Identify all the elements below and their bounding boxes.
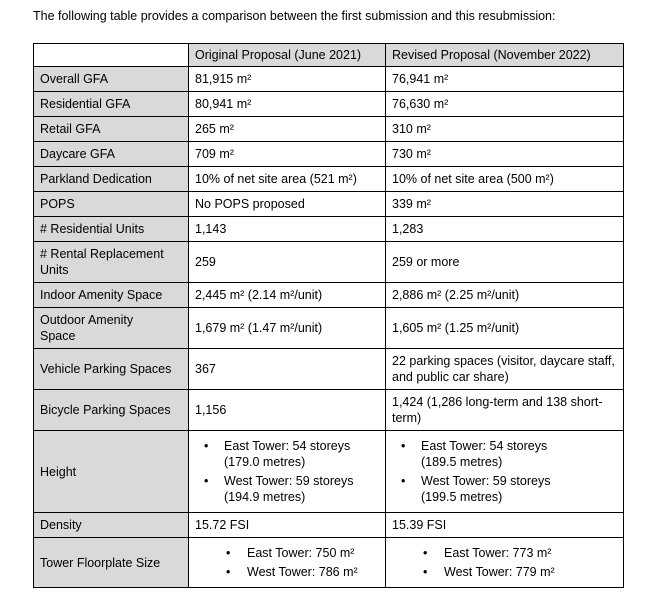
row-daycare-gfa bbox=[34, 142, 624, 167]
row-residential-units bbox=[34, 217, 624, 242]
row-density bbox=[34, 513, 624, 538]
original-value: 709 m² bbox=[189, 142, 386, 167]
row-label: Outdoor Amenity Space bbox=[34, 308, 189, 349]
row-height bbox=[34, 431, 624, 513]
revised-value: 1,605 m² (1.25 m²/unit) bbox=[386, 308, 624, 349]
row-label: # Residential Units bbox=[34, 217, 189, 242]
row-bicycle-parking-spaces bbox=[34, 390, 624, 431]
row-vehicle-parking-spaces bbox=[34, 349, 624, 390]
row-label: POPS bbox=[34, 192, 189, 217]
revised-value: 76,630 m² bbox=[386, 92, 624, 117]
revised-value: 15.39 FSI bbox=[386, 513, 624, 538]
original-value: 265 m² bbox=[189, 117, 386, 142]
original-value: 1,143 bbox=[189, 217, 386, 242]
floorplate-original-bullet-list bbox=[195, 545, 379, 580]
original-value bbox=[189, 431, 386, 513]
bullet-item: • East Tower: 773 m² bbox=[392, 545, 617, 561]
row-label: Parkland Dedication bbox=[34, 167, 189, 192]
revised-value: 310 m² bbox=[386, 117, 624, 142]
original-value: 80,941 m² bbox=[189, 92, 386, 117]
height-revised-bullet-list bbox=[392, 438, 617, 505]
comparison-table bbox=[33, 43, 624, 588]
intro-text: The following table provides a comparison between the first submission and this resubmission: bbox=[33, 9, 556, 23]
floorplate-revised-bullet-list bbox=[392, 545, 617, 580]
revised-value: 1,424 (1,286 long-term and 138 short-term) bbox=[386, 390, 624, 431]
row-rental-replacement-units bbox=[34, 242, 624, 283]
row-indoor-amenity-space bbox=[34, 283, 624, 308]
bullet-item: • East Tower: 750 m² bbox=[195, 545, 379, 561]
original-value: 10% of net site area (521 m²) bbox=[189, 167, 386, 192]
revised-value bbox=[386, 538, 624, 588]
original-value: 1,156 bbox=[189, 390, 386, 431]
row-label: Retail GFA bbox=[34, 117, 189, 142]
revised-value: 259 or more bbox=[386, 242, 624, 283]
revised-value: 2,886 m² (2.25 m²/unit) bbox=[386, 283, 624, 308]
row-label: Overall GFA bbox=[34, 67, 189, 92]
row-overall-gfa bbox=[34, 67, 624, 92]
header-original-proposal: Original Proposal (June 2021) bbox=[189, 44, 386, 67]
row-label: Height bbox=[34, 431, 189, 513]
row-label: Tower Floorplate Size bbox=[34, 538, 189, 588]
row-label: Density bbox=[34, 513, 189, 538]
bullet-item: • West Tower: 59 storeys (194.9 metres) bbox=[195, 473, 379, 505]
bullet-item: • West Tower: 779 m² bbox=[392, 564, 617, 580]
bullet-item: • West Tower: 59 storeys (199.5 metres) bbox=[392, 473, 578, 505]
row-pops bbox=[34, 192, 624, 217]
header-revised-proposal: Revised Proposal (November 2022) bbox=[386, 44, 624, 67]
header-blank-cell bbox=[34, 44, 189, 67]
height-original-bullet-list bbox=[195, 438, 379, 505]
header-row bbox=[34, 44, 624, 67]
bullet-item: • West Tower: 786 m² bbox=[195, 564, 379, 580]
original-value: 259 bbox=[189, 242, 386, 283]
original-value: 367 bbox=[189, 349, 386, 390]
revised-value: 339 m² bbox=[386, 192, 624, 217]
row-outdoor-amenity-space bbox=[34, 308, 624, 349]
bullet-item: • East Tower: 54 storeys (179.0 metres) bbox=[195, 438, 379, 470]
row-label: Bicycle Parking Spaces bbox=[34, 390, 189, 431]
revised-value: 76,941 m² bbox=[386, 67, 624, 92]
row-tower-floorplate-size bbox=[34, 538, 624, 588]
row-label: # Rental Replacement Units bbox=[34, 242, 189, 283]
row-label: Indoor Amenity Space bbox=[34, 283, 189, 308]
bullet-item: • East Tower: 54 storeys (189.5 metres) bbox=[392, 438, 578, 470]
revised-value: 10% of net site area (500 m²) bbox=[386, 167, 624, 192]
original-value: 1,679 m² (1.47 m²/unit) bbox=[189, 308, 386, 349]
revised-value: 22 parking spaces (visitor, daycare staff, and public car share) bbox=[386, 349, 624, 390]
revised-value: 730 m² bbox=[386, 142, 624, 167]
row-residential-gfa bbox=[34, 92, 624, 117]
row-label: Vehicle Parking Spaces bbox=[34, 349, 189, 390]
row-label: Daycare GFA bbox=[34, 142, 189, 167]
original-value: 15.72 FSI bbox=[189, 513, 386, 538]
original-value: No POPS proposed bbox=[189, 192, 386, 217]
original-value: 2,445 m² (2.14 m²/unit) bbox=[189, 283, 386, 308]
row-retail-gfa bbox=[34, 117, 624, 142]
revised-value: 1,283 bbox=[386, 217, 624, 242]
original-value bbox=[189, 538, 386, 588]
row-parkland-dedication bbox=[34, 167, 624, 192]
original-value: 81,915 m² bbox=[189, 67, 386, 92]
row-label: Residential GFA bbox=[34, 92, 189, 117]
revised-value bbox=[386, 431, 624, 513]
